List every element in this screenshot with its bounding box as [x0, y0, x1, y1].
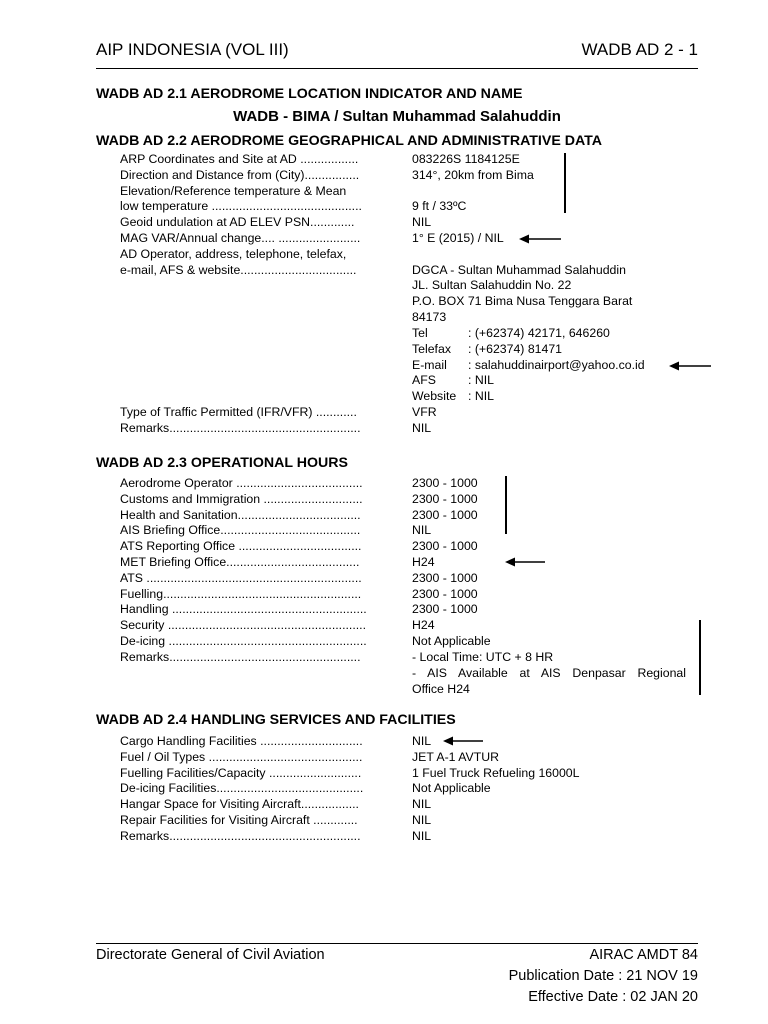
- row-value: 2300 - 1000: [412, 507, 478, 522]
- row-label: Geoid undulation at AD ELEV PSN.............: [120, 215, 355, 230]
- header-left: AIP INDONESIA (VOL III): [96, 40, 289, 59]
- row-value: 2300 - 1000: [412, 476, 478, 490]
- row-label: Type of Traffic Permitted (IFR/VFR) ............: [120, 405, 357, 419]
- contact-value: : (+62374) 81471: [468, 341, 563, 356]
- row-value: 2300 - 1000: [412, 491, 478, 506]
- section-2-4-title: WADB AD 2.4 HANDLING SERVICES AND FACILITIES: [96, 712, 456, 728]
- row-label: MET Briefing Office.......................................: [120, 555, 360, 569]
- aerodrome-name: WADB - BIMA / Sultan Muhammad Salahuddin: [233, 108, 561, 125]
- footer-left: Directorate General of Civil Aviation: [96, 947, 325, 963]
- row-value: NIL: [412, 215, 432, 230]
- arrow-left-icon: [443, 735, 483, 747]
- row-label: Elevation/Reference temperature & Mean: [120, 183, 347, 198]
- row-label: AD Operator, address, telephone, telefax,: [120, 246, 347, 261]
- row-label: MAG VAR/Annual change.... ........................: [120, 231, 361, 245]
- row-label: Customs and Immigration .............................: [120, 491, 363, 506]
- row-value: JL. Sultan Salahuddin No. 22: [412, 278, 572, 293]
- row-label: Handling .........................................................: [120, 602, 367, 617]
- row-value: - Local Time: UTC + 8 HR: [412, 649, 554, 664]
- row-label: Remarks........................................................: [120, 828, 361, 843]
- row-value: NIL: [412, 797, 432, 812]
- contact-value: : salahuddinairport@yahoo.co.id: [468, 357, 645, 372]
- row-value: 9 ft / 33ºC: [412, 199, 467, 214]
- row-value: 84173: [412, 310, 447, 324]
- arrow-left-icon: [505, 556, 545, 568]
- row-value: H24: [412, 555, 435, 569]
- row-value: Not Applicable: [412, 634, 491, 648]
- row-label: ATS Reporting Office ....................................: [120, 539, 362, 554]
- row-value: 314°, 20km from Bima: [412, 167, 534, 182]
- row-label: Fuelling Facilities/Capacity ...........................: [120, 765, 362, 780]
- section-2-3-title: WADB AD 2.3 OPERATIONAL HOURS: [96, 455, 348, 471]
- arrow-left-icon: [519, 233, 561, 245]
- row-value: NIL: [412, 420, 432, 435]
- row-value: H24: [412, 618, 435, 633]
- arrow-left-icon: [669, 360, 711, 372]
- section-2-1-title: WADB AD 2.1 AERODROME LOCATION INDICATOR AND NAME: [96, 86, 523, 102]
- row-value: 2300 - 1000: [412, 570, 478, 585]
- row-label: Cargo Handling Facilities ..............................: [120, 734, 363, 748]
- row-label: Repair Facilities for Visiting Aircraft .............: [120, 813, 358, 827]
- contact-key: Website: [412, 389, 457, 404]
- row-value: 083226S 1184125E: [412, 152, 520, 166]
- row-value: VFR: [412, 405, 437, 419]
- footer-publication-date: Publication Date : 21 NOV 19: [508, 968, 698, 984]
- row-label: AIS Briefing Office.........................................: [120, 523, 361, 538]
- remark-ais-office: Office H24: [412, 682, 470, 696]
- row-label: Fuelling..........................................................: [120, 586, 362, 601]
- row-label: low temperature ............................................: [120, 199, 362, 214]
- row-value: P.O. BOX 71 Bima Nusa Tenggara Barat: [412, 294, 633, 309]
- contact-key: Telefax: [412, 341, 451, 356]
- row-value: NIL: [412, 813, 432, 827]
- row-value: 2300 - 1000: [412, 602, 478, 617]
- row-label: Remarks........................................................: [120, 649, 361, 664]
- contact-value: : NIL: [468, 373, 494, 388]
- contact-value: : NIL: [468, 389, 494, 404]
- row-value: DGCA - Sultan Muhammad Salahuddin: [412, 262, 626, 277]
- section-2-2-title: WADB AD 2.2 AERODROME GEOGRAPHICAL AND ADMINISTRATIVE DATA: [96, 133, 603, 149]
- header-rule: [96, 68, 698, 69]
- row-label: Fuel / Oil Types .............................................: [120, 749, 363, 764]
- header-right: WADB AD 2 - 1: [581, 40, 698, 59]
- row-label: Health and Sanitation....................................: [120, 507, 361, 522]
- footer-rule: [96, 943, 698, 944]
- footer-amdt: AIRAC AMDT 84: [589, 947, 698, 963]
- row-value: Not Applicable: [412, 781, 491, 796]
- row-value: NIL: [412, 734, 432, 748]
- row-value: 2300 - 1000: [412, 586, 478, 601]
- row-label: Aerodrome Operator .....................................: [120, 476, 363, 490]
- row-value: NIL: [412, 523, 432, 538]
- row-label: De-icing ..........................................................: [120, 634, 367, 648]
- remark-ais-line: - AIS Available at AIS Denpasar Regional: [412, 666, 686, 680]
- footer-effective-date: Effective Date : 02 JAN 20: [528, 989, 698, 1005]
- row-label: ATS ...............................................................: [120, 570, 362, 585]
- change-bar: [505, 476, 507, 534]
- row-value: 1 Fuel Truck Refueling 16000L: [412, 765, 580, 780]
- row-value: 2300 - 1000: [412, 539, 478, 554]
- row-label: ARP Coordinates and Site at AD .................: [120, 152, 359, 166]
- row-value: JET A-1 AVTUR: [412, 749, 500, 764]
- contact-key: AFS: [412, 373, 436, 388]
- row-label: Security ..........................................................: [120, 618, 366, 633]
- contact-key: Tel: [412, 326, 428, 340]
- row-label: e-mail, AFS & website..................................: [120, 262, 357, 277]
- row-label: Remarks........................................................: [120, 420, 361, 435]
- contact-key: E-mail: [412, 357, 447, 372]
- change-bar: [564, 153, 566, 213]
- contact-value: : (+62374) 42171, 646260: [468, 326, 610, 340]
- row-label: De-icing Facilities...........................................: [120, 781, 364, 796]
- row-value: 1° E (2015) / NIL: [412, 231, 504, 245]
- change-bar: [699, 620, 701, 695]
- row-label: Hangar Space for Visiting Aircraft.................: [120, 797, 359, 812]
- row-value: NIL: [412, 828, 432, 843]
- row-label: Direction and Distance from (City)................: [120, 167, 360, 182]
